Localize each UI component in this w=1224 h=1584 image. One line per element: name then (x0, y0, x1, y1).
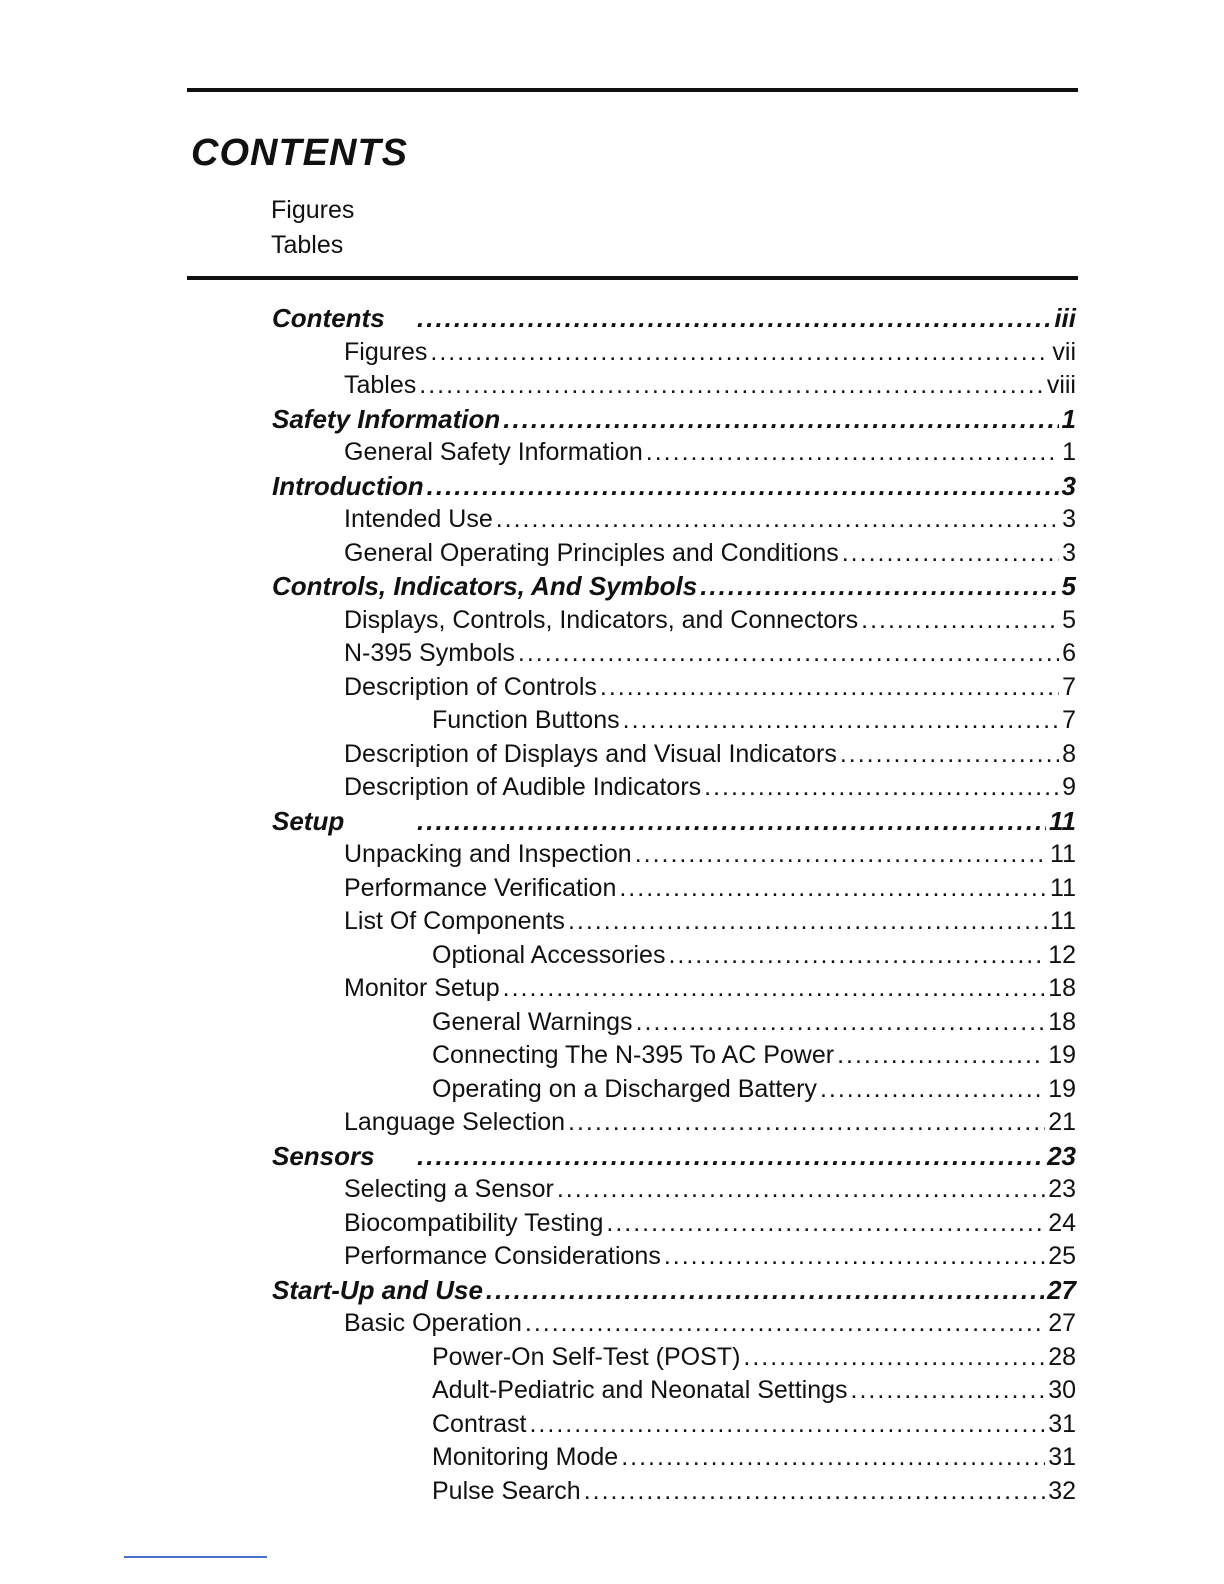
toc-entry[interactable] (272, 1274, 1076, 1308)
toc-entry-label: Pulse Search (432, 1476, 581, 1505)
toc-entry-page: 23 (1047, 1140, 1076, 1171)
dot-leader (621, 1441, 1045, 1475)
dot-leader (606, 1207, 1045, 1241)
dot-leader (635, 838, 1047, 872)
dot-leader (840, 738, 1059, 772)
dot-leader (837, 1039, 1045, 1073)
toc-entry[interactable] (272, 1106, 1076, 1140)
toc-entry-label: Contrast (432, 1409, 527, 1438)
toc-entry[interactable] (272, 1307, 1076, 1341)
dot-leader (503, 403, 1058, 437)
toc-entry-label: Function Buttons (432, 706, 620, 734)
dot-leader (568, 905, 1047, 939)
dot-leader (486, 1274, 1044, 1308)
header-sublist (271, 193, 354, 263)
toc-entry-page: 23 (1048, 1175, 1076, 1203)
toc-entry[interactable] (272, 939, 1076, 973)
dot-leader (417, 302, 1051, 336)
toc-entry-label: General Warnings (432, 1007, 633, 1036)
toc-entry-label: Safety Information (272, 403, 501, 434)
toc-entry[interactable] (272, 738, 1076, 772)
toc-entry-page: 3 (1061, 470, 1076, 501)
toc-entry-label: Power-On Self-Test (POST) (432, 1342, 741, 1371)
toc-entry[interactable] (272, 302, 1076, 336)
toc-entry-label: Contents (272, 303, 385, 333)
dot-leader (427, 470, 1059, 504)
dot-leader (417, 1140, 1044, 1174)
toc-entry-page: 1 (1062, 438, 1076, 466)
toc-entry[interactable] (272, 1073, 1076, 1107)
toc-entry[interactable] (272, 1207, 1076, 1241)
toc-entry[interactable] (272, 637, 1076, 671)
header-sublist-item: Figures (271, 196, 355, 224)
toc-entry[interactable] (272, 972, 1076, 1006)
toc-entry[interactable] (272, 369, 1076, 403)
toc-entry-label: Biocompatibility Testing (344, 1208, 604, 1237)
toc-entry-label: Monitoring Mode (432, 1443, 619, 1471)
toc-entry-label: Performance Verification (344, 873, 617, 902)
toc-entry[interactable] (272, 1475, 1076, 1509)
toc-entry[interactable] (272, 570, 1076, 604)
dot-leader (700, 570, 1058, 604)
toc-entry-page: iii (1054, 303, 1076, 333)
toc-entry[interactable] (272, 1408, 1076, 1442)
toc-entry[interactable] (272, 1173, 1076, 1207)
toc-entry-page: 9 (1062, 773, 1076, 801)
toc-entry-page: 8 (1062, 739, 1076, 768)
toc-entry-page: 18 (1048, 1007, 1076, 1036)
toc-entry-label: List Of Components (344, 907, 565, 935)
toc-entry-page: 3 (1062, 538, 1076, 567)
toc-entry-label: Displays, Controls, Indicators, and Connectors (344, 605, 859, 634)
toc-entry[interactable] (272, 1240, 1076, 1274)
toc-entry-label: Intended Use (344, 505, 493, 533)
toc-entry-label: Optional Accessories (432, 940, 666, 969)
toc-entry-page: 1 (1061, 403, 1076, 434)
dot-leader (664, 1240, 1045, 1274)
toc-entry-page: 27 (1048, 1309, 1076, 1337)
dot-leader (529, 1408, 1045, 1442)
dot-leader (568, 1106, 1045, 1140)
toc-entry-page: 11 (1050, 873, 1076, 902)
toc-entry[interactable] (272, 403, 1076, 437)
toc-entry-page: 7 (1062, 706, 1076, 734)
toc-entry[interactable] (272, 671, 1076, 705)
dot-leader (557, 1173, 1045, 1207)
dot-leader (430, 336, 1049, 370)
dot-leader (623, 704, 1059, 738)
toc-entry-page: viii (1046, 371, 1076, 399)
dot-leader (668, 939, 1045, 973)
dot-leader (417, 805, 1046, 839)
toc-entry[interactable] (272, 704, 1076, 738)
toc-entry-page: 30 (1048, 1376, 1076, 1404)
toc-entry-page: 31 (1048, 1409, 1076, 1438)
dot-leader (842, 537, 1059, 571)
dot-leader (600, 671, 1059, 705)
toc-entry-page: 3 (1062, 505, 1076, 533)
toc-entry-page: 5 (1061, 571, 1076, 601)
toc-entry-label: General Safety Information (344, 438, 643, 466)
toc-entry[interactable] (272, 1341, 1076, 1375)
toc-entry[interactable] (272, 1374, 1076, 1408)
toc-entry-page: 7 (1062, 672, 1076, 701)
header-sublist-item: Tables (271, 231, 344, 259)
toc-entry[interactable] (272, 1006, 1076, 1040)
toc-entry[interactable] (272, 1441, 1076, 1475)
toc-entry-label: Connecting The N-395 To AC Power (432, 1041, 835, 1069)
dot-leader (636, 1006, 1046, 1040)
toc-entry-page: 21 (1048, 1108, 1076, 1136)
dot-leader (820, 1073, 1045, 1107)
corner-mark (124, 1556, 267, 1558)
toc-entry-label: Operating on a Discharged Battery (432, 1074, 817, 1103)
toc-entry[interactable] (272, 336, 1076, 370)
toc-entry-label: Introduction (272, 470, 424, 501)
toc-entry-page: 27 (1047, 1274, 1076, 1305)
toc-entry[interactable] (272, 838, 1076, 872)
dot-leader (503, 972, 1046, 1006)
toc-entry-label: Adult-Pediatric and Neonatal Settings (432, 1376, 848, 1404)
toc-entry-page: 32 (1048, 1476, 1076, 1505)
toc-entry-label: Start-Up and Use (272, 1274, 483, 1305)
toc-entry-label: Description of Audible Indicators (344, 773, 702, 801)
toc-entry[interactable] (272, 771, 1076, 805)
toc-entry-page: 19 (1048, 1041, 1076, 1069)
toc-entry-page: 24 (1048, 1208, 1076, 1237)
dot-leader (619, 872, 1047, 906)
toc-entry-page: 18 (1048, 974, 1076, 1002)
dot-leader (419, 369, 1044, 403)
toc-entry[interactable] (272, 537, 1076, 571)
toc-entry-page: 25 (1048, 1242, 1076, 1270)
dot-leader (584, 1475, 1045, 1509)
toc-entry-label: Selecting a Sensor (344, 1175, 554, 1203)
dot-leader (518, 637, 1059, 671)
toc-entry-label: Tables (344, 371, 417, 399)
toc-entry-label: Performance Considerations (344, 1242, 661, 1270)
toc-entry-page: 11 (1049, 805, 1076, 836)
toc-entry-label: Setup (272, 805, 345, 836)
toc-entry-page: vii (1052, 337, 1076, 366)
toc-entry-page: 5 (1062, 605, 1076, 634)
dot-leader (851, 1374, 1046, 1408)
table-of-contents (272, 302, 1076, 1508)
page-title: CONTENTS (191, 132, 408, 174)
toc-entry-page: 11 (1050, 840, 1076, 868)
toc-entry-label: Basic Operation (344, 1309, 522, 1337)
toc-entry-label: Description of Controls (344, 672, 597, 701)
toc-entry[interactable] (272, 1140, 1076, 1174)
dot-leader (496, 503, 1059, 537)
toc-entry[interactable] (272, 805, 1076, 839)
toc-entry-page: 11 (1050, 907, 1076, 935)
section-rule (187, 276, 1078, 280)
toc-entry-label: Monitor Setup (344, 974, 500, 1002)
toc-entry-label: Language Selection (344, 1108, 566, 1136)
toc-entry[interactable] (272, 604, 1076, 638)
toc-entry-label: Controls, Indicators, And Symbols (272, 571, 698, 601)
toc-entry-page: 19 (1048, 1074, 1076, 1103)
toc-entry-label: General Operating Principles and Conditions (344, 538, 839, 567)
dot-leader (525, 1307, 1045, 1341)
toc-entry-page: 31 (1048, 1443, 1076, 1471)
toc-entry-label: Sensors (272, 1140, 375, 1171)
dot-leader (743, 1341, 1045, 1375)
toc-entry-label: Description of Displays and Visual Indicators (344, 739, 837, 768)
toc-entry-label: Figures (344, 337, 428, 366)
toc-entry-label: Unpacking and Inspection (344, 840, 632, 868)
toc-entry[interactable] (272, 436, 1076, 470)
toc-entry-page: 6 (1062, 639, 1076, 667)
dot-leader (861, 604, 1059, 638)
toc-entry-page: 28 (1048, 1342, 1076, 1371)
toc-entry[interactable] (272, 872, 1076, 906)
toc-entry[interactable] (272, 905, 1076, 939)
toc-entry-label: N-395 Symbols (344, 639, 515, 667)
toc-entry[interactable] (272, 503, 1076, 537)
toc-entry[interactable] (272, 470, 1076, 504)
toc-entry-page: 12 (1048, 940, 1076, 969)
toc-entry[interactable] (272, 1039, 1076, 1073)
top-rule (187, 88, 1078, 92)
dot-leader (704, 771, 1059, 805)
dot-leader (646, 436, 1059, 470)
